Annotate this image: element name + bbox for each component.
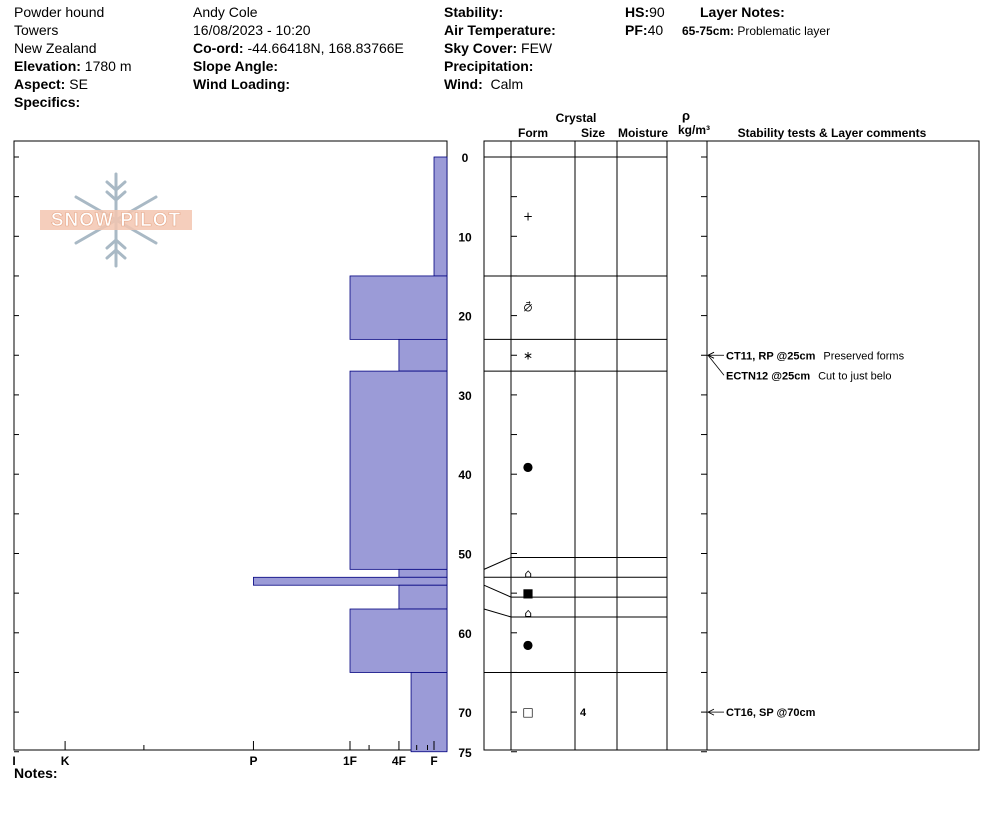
stability-label: Stability: <box>444 4 504 20</box>
depth-tick-label: 0 <box>461 151 469 165</box>
crystal-form-symbol: + <box>522 209 534 224</box>
crystal-size-value: 4 <box>580 707 587 720</box>
location-country: New Zealand <box>14 40 97 56</box>
elevation-label: Elevation: <box>14 58 81 74</box>
crystal-header: Crystal <box>555 111 597 125</box>
sky-cover-label: Sky Cover: <box>444 40 518 56</box>
hardness-bar <box>253 577 447 585</box>
slope-angle-label: Slope Angle: <box>193 58 279 74</box>
layer-note-text: Problematic layer <box>737 24 831 38</box>
stability-test-entry <box>726 350 905 362</box>
observer-name: Andy Cole <box>193 4 258 20</box>
crystal-form-symbol: □ <box>522 705 534 720</box>
hs-value: 90 <box>649 4 665 20</box>
depth-tick-label: 60 <box>458 626 472 641</box>
stability-tests <box>708 350 905 719</box>
hardness-bar <box>350 371 447 569</box>
stability-test-code: ECTN12 @25cm <box>726 370 811 383</box>
crystal-form-symbol: ∗ <box>522 348 534 363</box>
depth-tick-label: 75 <box>458 745 472 760</box>
hardness-bar <box>350 609 447 672</box>
wind-value: Calm <box>490 76 524 92</box>
layer-note-range: 65-75cm: <box>682 24 735 38</box>
crystal-form-symbol: ⌂ <box>524 566 532 581</box>
precipitation-label: Precipitation: <box>444 58 534 74</box>
form-header: Form <box>518 126 548 140</box>
layer-table-frame <box>484 141 979 750</box>
observation-datetime: 16/08/2023 - 10:20 <box>193 22 311 38</box>
hardness-bar <box>434 157 447 276</box>
hardness-tick-label: 1F <box>343 754 358 768</box>
hardness-tick-label: P <box>249 754 258 768</box>
depth-tick-label: 30 <box>458 388 472 403</box>
hardness-bars <box>253 157 447 752</box>
elevation-value: 1780 m <box>84 58 132 74</box>
pf-value: 40 <box>647 22 664 38</box>
wind-loading-label: Wind Loading: <box>193 76 291 92</box>
stability-test-comment: Preserved forms <box>823 350 905 363</box>
logo-text: SNOW PILOT <box>50 210 182 231</box>
aspect-value: SE <box>69 76 88 92</box>
depth-ticks-right <box>511 157 707 752</box>
aspect-label: Aspect: <box>14 76 66 92</box>
location-area: Towers <box>14 22 59 38</box>
depth-tick-label: 40 <box>458 468 472 483</box>
depth-tick-label: 20 <box>458 309 472 324</box>
stability-test-comment: Cut to just belo <box>818 370 892 383</box>
wind-label: Wind: <box>444 76 483 92</box>
snowpilot-logo <box>40 174 192 266</box>
stability-test-code: CT16, SP @70cm <box>726 707 816 720</box>
air-temperature-label: Air Temperature: <box>444 22 556 38</box>
crystal-form-symbol: ⌂ <box>524 605 532 620</box>
hardness-tick-label: I <box>12 754 16 768</box>
hardness-bar <box>411 672 447 751</box>
hardness-bar <box>350 276 447 339</box>
layer-notes-label: Layer Notes: <box>700 4 785 20</box>
hardness-tick-label: F <box>430 754 438 768</box>
stability-leader-line <box>708 355 724 375</box>
notes-label: Notes: <box>14 765 58 781</box>
hs-label: HS: <box>625 4 650 20</box>
hardness-bar <box>399 569 447 577</box>
coord-value: -44.66418N, 168.83766E <box>247 40 404 56</box>
crystal-form-symbol: ● <box>522 459 534 474</box>
density-rho-header: ρ <box>681 108 691 123</box>
hardness-axis <box>12 741 437 768</box>
moisture-header: Moisture <box>617 126 669 140</box>
crystal-form-symbol: ■ <box>522 586 534 601</box>
specifics-label: Specifics: <box>14 94 81 110</box>
stability-test-entry <box>726 370 891 382</box>
location-name: Powder hound <box>14 4 105 20</box>
size-header: Size <box>580 126 606 140</box>
hardness-bar <box>399 585 447 609</box>
stability-comments-header: Stability tests & Layer comments <box>737 126 927 140</box>
stability-test-entry <box>726 707 816 719</box>
hardness-tick-label: K <box>60 754 70 768</box>
depth-tick-label: 50 <box>458 547 472 562</box>
table-column-lines <box>511 141 707 750</box>
density-unit-header: kg/m³ <box>677 123 711 137</box>
crystal-form-symbol: ● <box>522 637 534 652</box>
crystal-forms <box>522 209 587 719</box>
stability-test-code: CT11, RP @25cm <box>726 350 816 363</box>
depth-tick-label: 70 <box>458 706 472 721</box>
hardness-bar <box>399 339 447 371</box>
sky-cover-value: FEW <box>521 40 553 56</box>
table-headers <box>518 108 927 140</box>
hardness-tick-label: 4F <box>391 754 406 768</box>
depth-tick-label: 10 <box>458 230 472 245</box>
crystal-form-symbol: ⦳ <box>523 300 533 315</box>
pf-label: PF: <box>625 22 648 38</box>
coord-label: Co-ord: <box>193 40 244 56</box>
